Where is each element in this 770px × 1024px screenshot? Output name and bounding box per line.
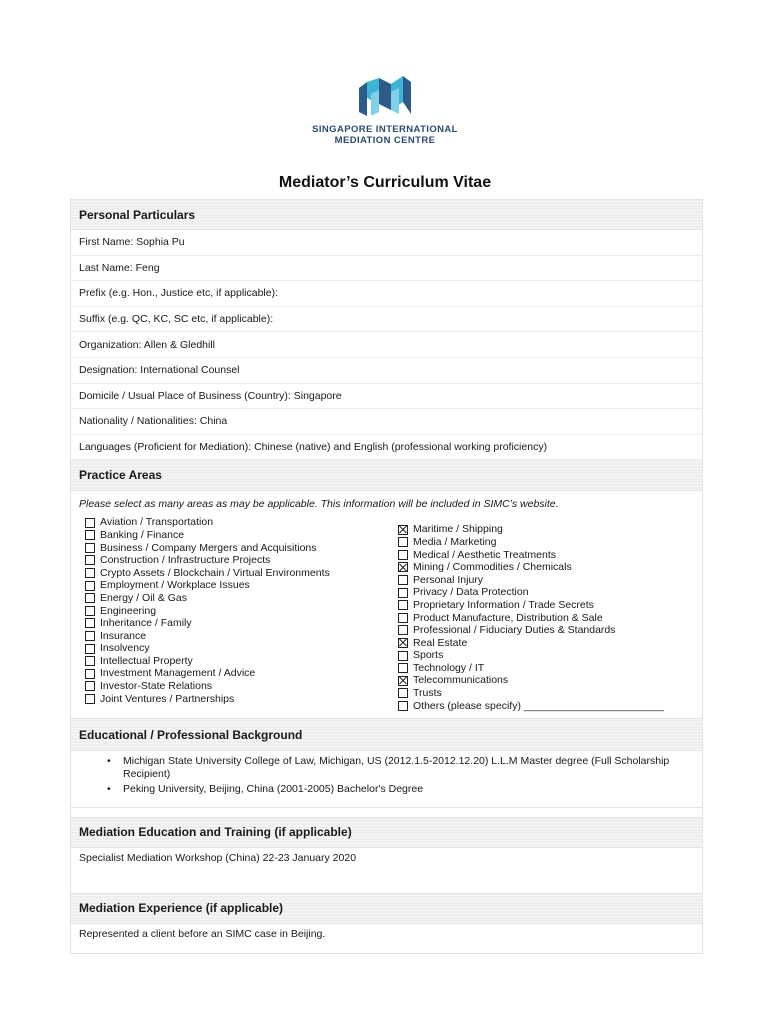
practice-area-label: Technology / IT: [413, 661, 485, 674]
practice-area-label: Maritime / Shipping: [413, 523, 503, 536]
practice-area-item[interactable]: [398, 649, 664, 662]
practice-area-item[interactable]: [398, 674, 664, 687]
practice-area-label: Personal Injury: [413, 573, 484, 586]
logo-line-2: MEDIATION CENTRE: [334, 135, 436, 146]
checkbox-icon[interactable]: [85, 555, 95, 565]
practice-area-item[interactable]: [398, 687, 664, 700]
experience-field[interactable]: Represented a client before an SIMC case in Beijing.: [71, 924, 702, 954]
checkbox-icon[interactable]: [85, 530, 95, 540]
logo-line-1: SINGAPORE INTERNATIONAL: [312, 124, 458, 135]
section-heading-practice: Practice Areas: [71, 460, 702, 491]
checkbox-icon[interactable]: [398, 625, 408, 635]
practice-area-item[interactable]: [398, 561, 664, 574]
suffix-field[interactable]: Suffix (e.g. QC, KC, SC etc, if applicable):: [71, 307, 702, 333]
practice-area-item[interactable]: [85, 579, 398, 592]
practice-area-label: Business / Company Mergers and Acquisitions: [100, 541, 317, 554]
last-name-field[interactable]: Last Name: Feng: [71, 256, 702, 282]
checkbox-icon[interactable]: [398, 651, 408, 661]
practice-area-item[interactable]: [398, 700, 664, 713]
practice-area-label: Real Estate: [413, 636, 468, 649]
practice-area-item[interactable]: [85, 617, 398, 630]
logo-wordmark: [300, 124, 470, 146]
prefix-field[interactable]: Prefix (e.g. Hon., Justice etc, if applicable):: [71, 281, 702, 307]
checkbox-checked-icon[interactable]: [398, 525, 408, 535]
practice-column-left: [85, 516, 398, 712]
practice-area-item[interactable]: [398, 612, 664, 625]
simc-logo: [300, 74, 470, 154]
practice-area-label: Insolvency: [100, 642, 150, 655]
practice-area-label: Others (please specify) ________________________: [413, 699, 665, 712]
education-item: [107, 755, 694, 780]
languages-field[interactable]: Languages (Proficient for Mediation): Chinese (native) and English (professional working proficiency): [71, 435, 702, 461]
checkbox-checked-icon[interactable]: [398, 638, 408, 648]
checkbox-checked-icon[interactable]: [398, 562, 408, 572]
section-heading-training: Mediation Education and Training (if applicable): [71, 817, 702, 848]
practice-area-label: Engineering: [100, 604, 157, 617]
checkbox-icon[interactable]: [85, 644, 95, 654]
checkbox-icon[interactable]: [398, 588, 408, 598]
checkbox-icon[interactable]: [85, 618, 95, 628]
checkbox-checked-icon[interactable]: [398, 676, 408, 686]
checkbox-icon[interactable]: [85, 543, 95, 553]
practice-area-item[interactable]: [398, 536, 664, 549]
checkbox-icon[interactable]: [398, 688, 408, 698]
practice-area-label: Professional / Fiduciary Duties & Standards: [413, 624, 616, 637]
practice-area-item[interactable]: [85, 567, 398, 580]
first-name-field[interactable]: First Name: Sophia Pu: [71, 230, 702, 256]
practice-area-label: Proprietary Information / Trade Secrets: [413, 598, 594, 611]
practice-area-label: Joint Ventures / Partnerships: [100, 692, 235, 705]
practice-area-label: Medical / Aesthetic Treatments: [413, 548, 556, 561]
practice-area-label: Aviation / Transportation: [100, 516, 214, 529]
practice-area-label: Inheritance / Family: [100, 617, 192, 630]
checkbox-icon[interactable]: [398, 575, 408, 585]
education-item: [107, 783, 694, 796]
practice-area-item[interactable]: [398, 549, 664, 562]
practice-column-right: [398, 516, 664, 712]
practice-area-label: Privacy / Data Protection: [413, 586, 529, 599]
practice-area-label: Investment Management / Advice: [100, 667, 256, 680]
practice-area-item[interactable]: [398, 662, 664, 675]
checkbox-icon[interactable]: [398, 600, 408, 610]
checkbox-icon[interactable]: [85, 669, 95, 679]
practice-area-item[interactable]: [85, 592, 398, 605]
personal-rows: [71, 230, 702, 460]
practice-area-label: Insurance: [100, 629, 147, 642]
bullet-icon: •: [107, 783, 111, 796]
checkbox-icon[interactable]: [85, 631, 95, 641]
practice-area-label: Investor-State Relations: [100, 680, 213, 693]
designation-field[interactable]: Designation: International Counsel: [71, 358, 702, 384]
practice-area-item[interactable]: [85, 630, 398, 643]
practice-area-item[interactable]: [398, 624, 664, 637]
practice-area-label: Media / Marketing: [413, 535, 497, 548]
practice-area-label: Banking / Finance: [100, 528, 185, 541]
checkbox-icon[interactable]: [398, 613, 408, 623]
practice-area-label: Trusts: [413, 687, 442, 700]
practice-area-item[interactable]: [398, 586, 664, 599]
checkbox-icon[interactable]: [85, 681, 95, 691]
practice-area-label: Energy / Oil & Gas: [100, 591, 187, 604]
checkbox-icon[interactable]: [398, 550, 408, 560]
practice-area-label: Product Manufacture, Distribution & Sale: [413, 611, 603, 624]
practice-area-item[interactable]: [398, 599, 664, 612]
section-heading-education: Educational / Professional Background: [71, 719, 702, 751]
practice-area-item[interactable]: [85, 667, 398, 680]
section-heading-experience: Mediation Experience (if applicable): [71, 894, 702, 924]
practice-area-label: Construction / Infrastructure Projects: [100, 554, 271, 567]
checkbox-icon[interactable]: [85, 518, 95, 528]
checkbox-icon[interactable]: [85, 593, 95, 603]
education-list: [71, 751, 702, 808]
education-item-text[interactable]: Michigan State University College of Law, Michigan, US (2012.1.5-2012.12.20) L.L.M Master degree (Full Scholarship Recipient): [123, 755, 670, 780]
nationality-field[interactable]: Nationality / Nationalities: China: [71, 409, 702, 435]
practice-area-label: Sports: [413, 649, 444, 662]
practice-area-label: Intellectual Property: [100, 654, 193, 667]
practice-area-item[interactable]: [85, 516, 398, 529]
practice-area-item[interactable]: [85, 680, 398, 693]
section-heading-personal: Personal Particulars: [71, 200, 702, 230]
simc-logo-mark: [357, 74, 413, 118]
practice-area-item[interactable]: [85, 554, 398, 567]
page-title: Mediator’s Curriculum Vitae: [278, 174, 492, 191]
domicile-field[interactable]: Domicile / Usual Place of Business (Country): Singapore: [71, 384, 702, 410]
checkbox-icon[interactable]: [398, 701, 408, 711]
practice-area-item[interactable]: [85, 529, 398, 542]
checkbox-icon[interactable]: [398, 663, 408, 673]
practice-area-item[interactable]: [85, 605, 398, 618]
practice-area-label: Mining / Commodities / Chemicals: [413, 561, 572, 574]
checkbox-icon[interactable]: [85, 694, 95, 704]
practice-area-label: Employment / Workplace Issues: [100, 579, 250, 592]
practice-area-label: Crypto Assets / Blockchain / Virtual Environments: [100, 566, 330, 579]
checkbox-icon[interactable]: [85, 581, 95, 591]
checkbox-icon[interactable]: [85, 606, 95, 616]
organization-field[interactable]: Organization: Allen & Gledhill: [71, 332, 702, 358]
practice-area-label: Telecommunications: [413, 674, 509, 687]
practice-areas-checklist: [71, 516, 702, 719]
practice-area-item[interactable]: [398, 637, 664, 650]
checkbox-icon[interactable]: [85, 568, 95, 578]
bullet-icon: •: [107, 755, 111, 768]
checkbox-icon[interactable]: [85, 656, 95, 666]
checkbox-icon[interactable]: [398, 537, 408, 547]
education-item-text[interactable]: Peking University, Beijing, China (2001-2005) Bachelor's Degree: [123, 783, 424, 796]
practice-area-item[interactable]: [85, 655, 398, 668]
practice-area-item[interactable]: [85, 542, 398, 555]
practice-area-item[interactable]: [398, 574, 664, 587]
practice-area-item[interactable]: [398, 523, 664, 536]
practice-note: Please select as many areas as may be applicable. This information will be included in SIMC’s website.: [79, 497, 559, 510]
training-field[interactable]: Specialist Mediation Workshop (China) 22-23 January 2020: [71, 848, 702, 894]
practice-area-item[interactable]: [85, 642, 398, 655]
cv-form: [70, 199, 703, 954]
practice-area-item[interactable]: [85, 693, 398, 706]
